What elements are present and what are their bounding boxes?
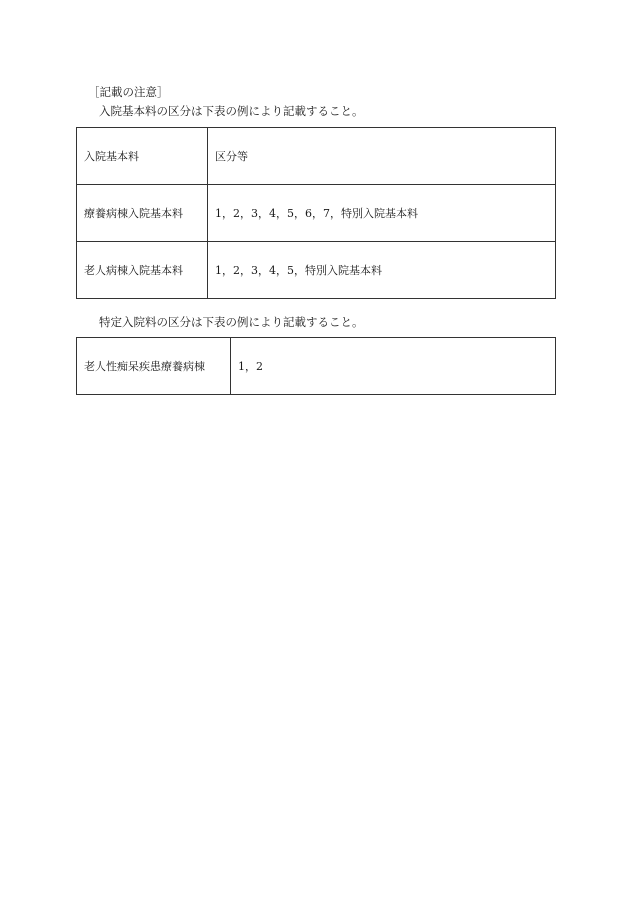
table-row [77,128,556,185]
basic-fee-table [76,127,556,299]
table-cell: 老人病棟入院基本料 [77,242,208,299]
note-heading: ［記載の注意］ [88,85,169,99]
table-cell: 1，2，3，4，5，特別入院基本料 [208,242,556,299]
instruction-specific-fee: 特定入院料の区分は下表の例により記載すること。 [99,315,364,329]
table-cell: 入院基本料 [77,128,208,185]
table-row [77,338,556,395]
instruction-basic-fee: 入院基本料の区分は下表の例により記載すること。 [99,104,364,118]
table-cell: 区分等 [208,128,556,185]
table-cell: 1，2，3，4，5，6，7，特別入院基本料 [208,185,556,242]
table-cell: 療養病棟入院基本料 [77,185,208,242]
table-cell: 1，2 [231,338,556,395]
table-row [77,242,556,299]
table-cell: 老人性痴呆疾患療養病棟 [77,338,231,395]
table-row [77,185,556,242]
specific-fee-table [76,337,556,395]
